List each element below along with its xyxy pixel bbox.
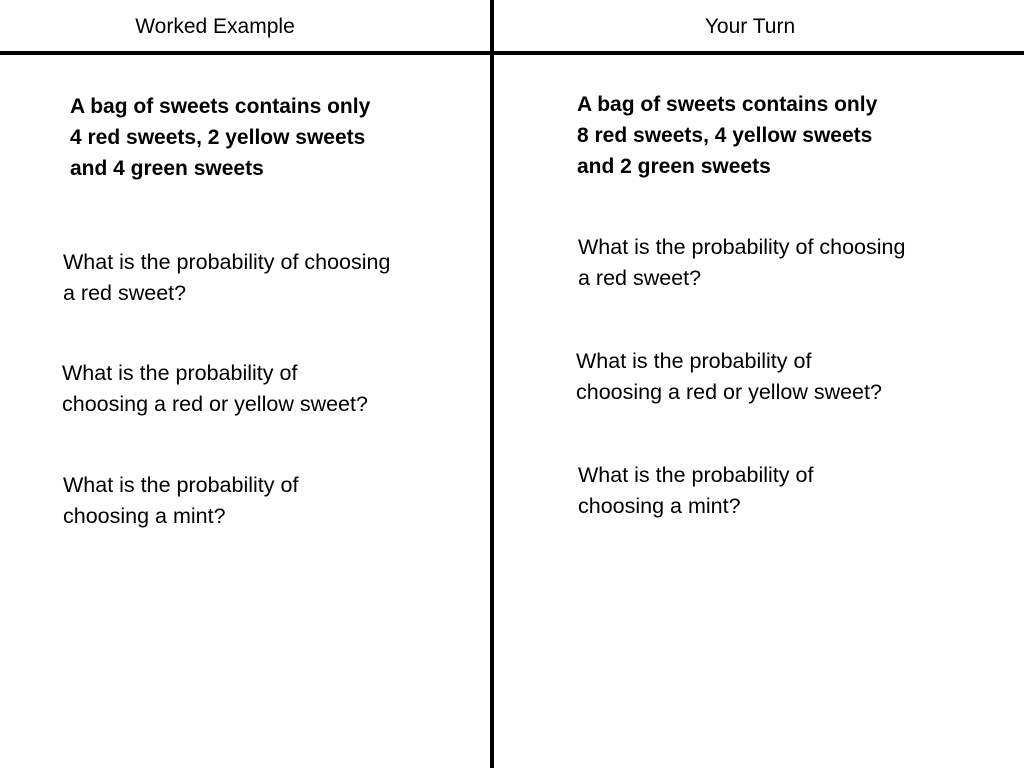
worked-example-problem: A bag of sweets contains only 4 red sweets, 2 yellow sweets and 4 green sweets [70, 95, 371, 180]
your-turn-question-3: What is the probability of choosing a mint? [578, 463, 814, 518]
worked-example-question-1: What is the probability of choosing a red sweet? [63, 250, 391, 305]
header-divider [0, 51, 1024, 55]
your-turn-heading: Your Turn [704, 15, 796, 38]
column-divider [490, 0, 494, 768]
your-turn-problem: A bag of sweets contains only 8 red sweets, 4 yellow sweets and 2 green sweets [577, 93, 878, 178]
your-turn-question-1: What is the probability of choosing a red sweet? [578, 235, 906, 290]
worked-example-question-3: What is the probability of choosing a mint? [63, 473, 299, 528]
worked-example-question-2: What is the probability of choosing a red or yellow sweet? [62, 361, 368, 416]
worked-example-heading: Worked Example [135, 15, 295, 38]
your-turn-question-2: What is the probability of choosing a red or yellow sweet? [576, 349, 882, 404]
